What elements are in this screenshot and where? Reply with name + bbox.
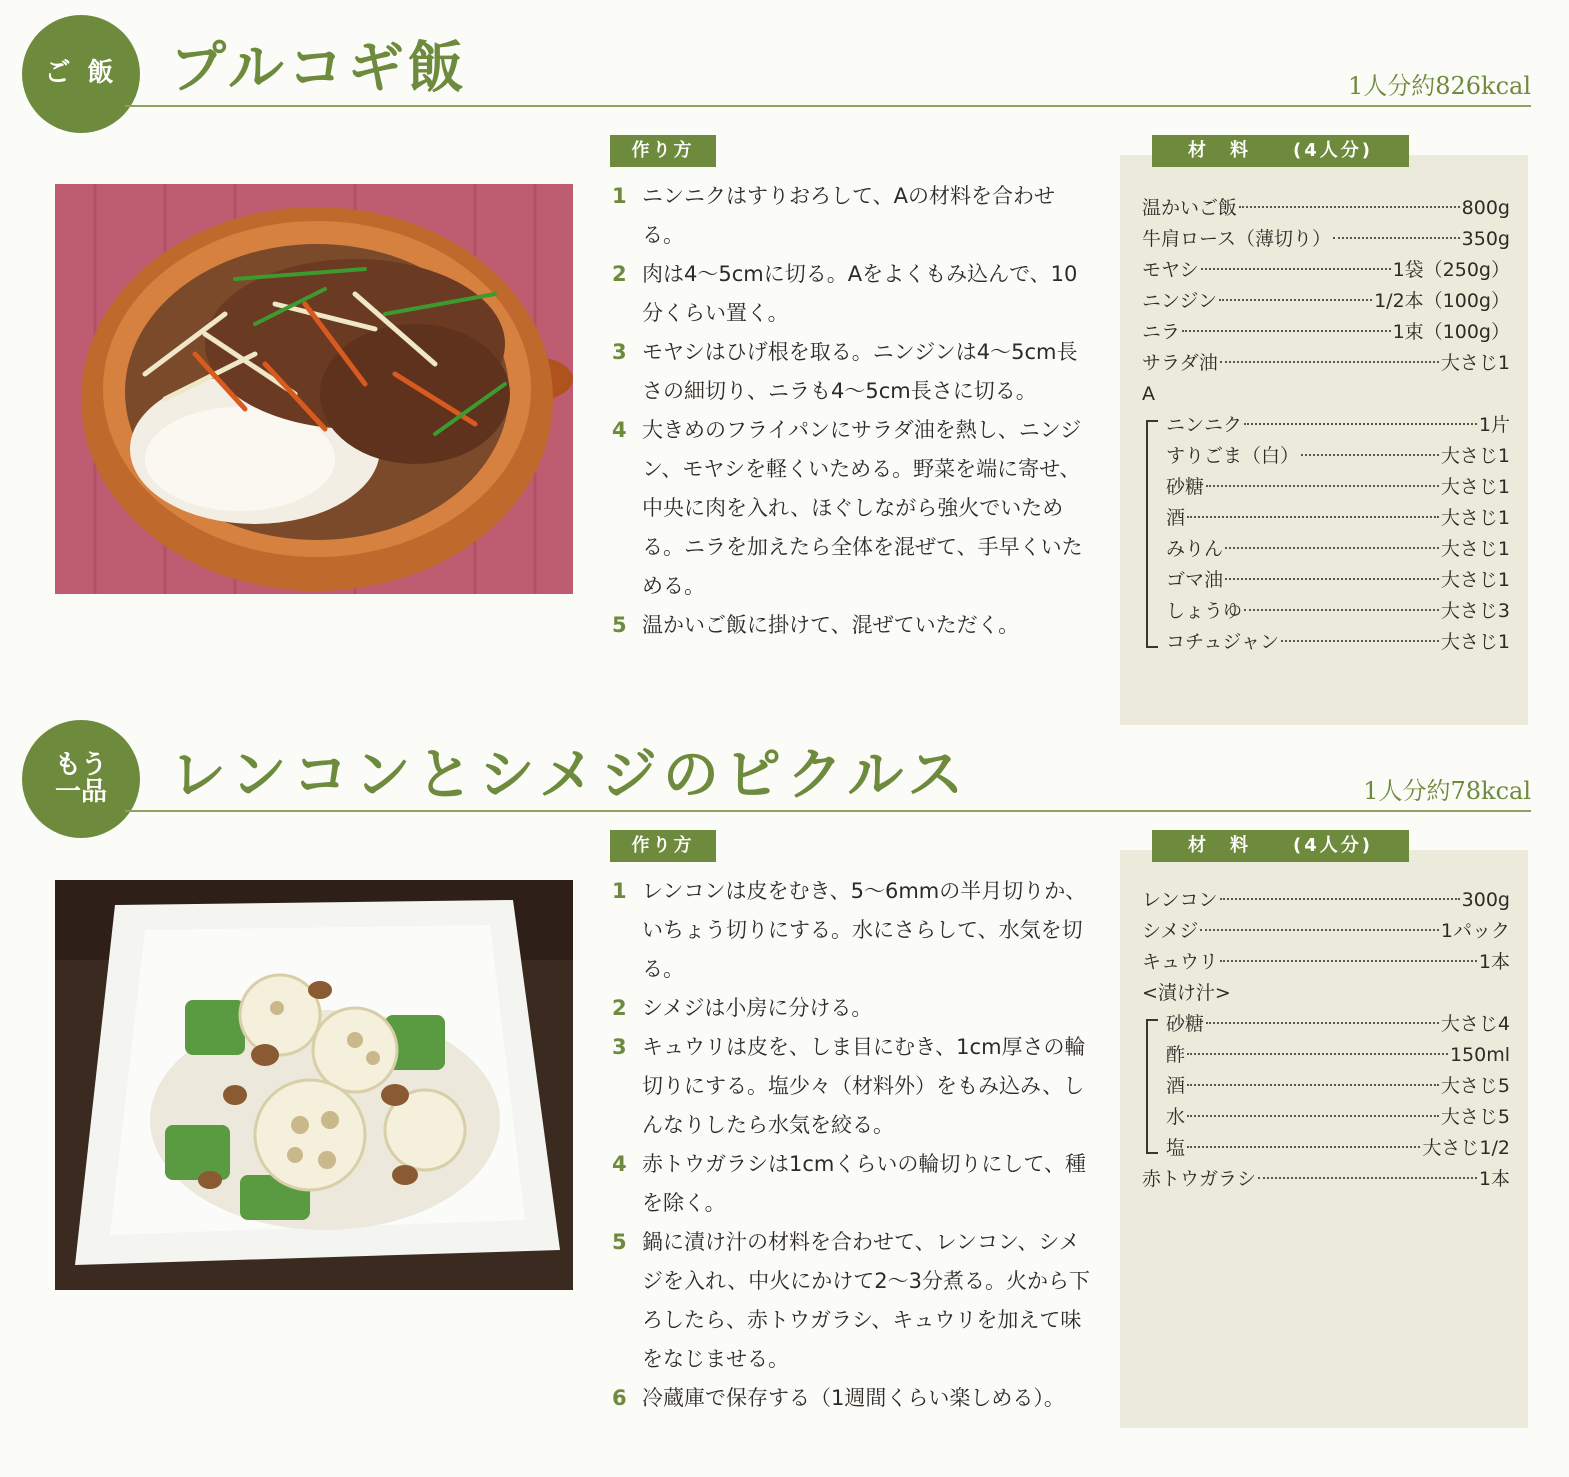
ingredient-row xyxy=(1166,1009,1510,1040)
ingredient-name: ニラ xyxy=(1142,321,1181,343)
ingredient-name: 砂糖 xyxy=(1166,476,1205,498)
leader-dots xyxy=(1220,361,1439,363)
ingredient-row xyxy=(1142,286,1510,317)
leader-dots xyxy=(1244,609,1439,611)
step-text: キュウリは皮を、しま目にむき、1cm厚さの輪切りにする。塩少々（材料外）をもみ込み、しんなりしたら水気を絞る。 xyxy=(642,1035,1086,1137)
step-number: 1 xyxy=(612,879,627,903)
leader-dots xyxy=(1333,237,1460,239)
ingredient-amount: 大さじ1/2 xyxy=(1422,1137,1510,1159)
step-item xyxy=(612,411,1092,606)
ingredient-row xyxy=(1166,534,1510,565)
step-item xyxy=(612,872,1092,989)
method-steps xyxy=(612,177,1092,645)
step-text: 温かいご飯に掛けて、混ぜていただく。 xyxy=(642,613,1020,637)
step-text: 大きめのフライパンにサラダ油を熱し、ニンジン、モヤシを軽くいためる。野菜を端に寄せ、中央に肉を入れ、ほぐしながら強火でいためる。ニラを加えたら全体を混ぜて、手早くいためる。 xyxy=(642,418,1083,598)
step-item xyxy=(612,333,1092,411)
category-badge xyxy=(22,15,140,133)
leader-dots xyxy=(1187,1053,1448,1055)
ingredients-list xyxy=(1142,193,1510,658)
ingredient-row xyxy=(1166,1071,1510,1102)
ingredient-amount: 大さじ1 xyxy=(1440,631,1510,653)
leader-dots xyxy=(1219,299,1372,301)
ingredient-row xyxy=(1166,627,1510,658)
ingredient-name: みりん xyxy=(1166,538,1224,560)
ingredient-row xyxy=(1166,503,1510,534)
leader-dots xyxy=(1239,206,1460,208)
step-number: 3 xyxy=(612,1035,627,1059)
step-number: 5 xyxy=(612,1230,627,1254)
step-number: 4 xyxy=(612,1152,627,1176)
leader-dots xyxy=(1225,578,1439,580)
ingredient-row xyxy=(1166,1102,1510,1133)
ingredient-amount: 大さじ1 xyxy=(1440,538,1510,560)
step-number: 3 xyxy=(612,340,627,364)
ingredient-name: サラダ油 xyxy=(1142,352,1218,374)
ingredient-name: シメジ xyxy=(1142,920,1199,942)
ingredient-name: すりごま（白） xyxy=(1166,445,1300,467)
method-label: 作り方 xyxy=(610,135,716,167)
leader-dots xyxy=(1187,1084,1439,1086)
leader-dots xyxy=(1187,516,1439,518)
ingredient-name: 水 xyxy=(1166,1106,1186,1128)
ingredient-name: 酒 xyxy=(1166,507,1186,529)
category-badge xyxy=(22,720,140,838)
step-number: 2 xyxy=(612,996,627,1020)
ingredient-row xyxy=(1166,441,1510,472)
step-text: レンコンは皮をむき、5〜6mmの半月切りか、いちょう切りにする。水にさらして、水気を切る。 xyxy=(642,879,1087,981)
step-text: ニンニクはすりおろして、Aの材料を合わせる。 xyxy=(642,184,1055,247)
method-steps xyxy=(612,872,1092,1418)
title-rule xyxy=(125,810,1531,812)
ingredient-amount: 大さじ1 xyxy=(1440,569,1510,591)
step-item xyxy=(612,1145,1092,1223)
step-text: 赤トウガラシは1cmくらいの輪切りにして、種を除く。 xyxy=(642,1152,1086,1215)
ingredient-row xyxy=(1142,224,1510,255)
ingredient-name: 酒 xyxy=(1166,1075,1186,1097)
step-text: シメジは小房に分ける。 xyxy=(642,996,873,1020)
step-item xyxy=(612,1379,1092,1418)
ingredient-row xyxy=(1166,472,1510,503)
leader-dots xyxy=(1187,1146,1420,1148)
title-rule xyxy=(125,105,1531,107)
ingredient-amount: 大さじ5 xyxy=(1440,1075,1510,1097)
category-badge-label: 一品 xyxy=(54,777,107,807)
step-item xyxy=(612,1028,1092,1145)
step-text: 冷蔵庫で保存する（1週間くらい楽しめる）。 xyxy=(642,1386,1065,1410)
leader-dots xyxy=(1281,640,1439,642)
ingredient-amount: 大さじ3 xyxy=(1440,600,1510,622)
ingredient-name: 温かいご飯 xyxy=(1142,197,1238,219)
ingredient-row xyxy=(1142,947,1510,978)
recipe-lotus-pickles xyxy=(0,705,1569,1477)
category-badge-label: ご 飯 xyxy=(44,58,118,89)
leader-dots xyxy=(1206,1022,1439,1024)
step-number: 5 xyxy=(612,613,627,637)
ingredient-name: 赤トウガラシ xyxy=(1142,1168,1257,1190)
ingredient-name: 砂糖 xyxy=(1166,1013,1205,1035)
leader-dots xyxy=(1200,929,1438,931)
ingredients-label: 材 料 (4人分) xyxy=(1152,135,1409,167)
calorie-label: 1人分約78kcal xyxy=(1363,777,1531,805)
category-badge-label: もう xyxy=(54,749,107,780)
ingredient-amount: 1本 xyxy=(1478,951,1510,973)
ingredient-amount: 1本 xyxy=(1478,1168,1510,1190)
ingredient-name: ニンニク xyxy=(1166,414,1243,436)
step-text: 肉は4〜5cmに切る。Aをよくもみ込んで、10分くらい置く。 xyxy=(642,262,1078,325)
step-item xyxy=(612,255,1092,333)
ingredient-name: 塩 xyxy=(1166,1137,1186,1159)
recipe-title: プルコギ飯 xyxy=(170,35,468,101)
ingredient-amount: 300g xyxy=(1461,889,1510,911)
ingredient-group-heading xyxy=(1142,978,1510,1009)
ingredient-name: しょうゆ xyxy=(1166,600,1243,622)
leader-dots xyxy=(1220,960,1477,962)
leader-dots xyxy=(1301,454,1439,456)
ingredient-amount: 150ml xyxy=(1449,1044,1510,1066)
ingredient-group xyxy=(1142,1009,1510,1164)
recipe-title: レンコンとシメジのピクルス xyxy=(170,742,970,808)
ingredient-row xyxy=(1166,410,1510,441)
ingredients-list xyxy=(1142,885,1510,1195)
ingredient-row xyxy=(1142,193,1510,224)
recipe-bulgogi xyxy=(0,0,1569,720)
ingredient-amount: 大さじ1 xyxy=(1440,445,1510,467)
ingredient-row xyxy=(1142,916,1510,947)
leader-dots xyxy=(1225,547,1439,549)
ingredient-group-heading xyxy=(1142,379,1510,410)
ingredient-name: <漬け汁> xyxy=(1142,982,1231,1004)
ingredient-name: 酢 xyxy=(1166,1044,1186,1066)
step-number: 6 xyxy=(612,1386,627,1410)
ingredient-row xyxy=(1142,885,1510,916)
ingredient-amount: 1パック xyxy=(1440,920,1510,942)
step-item xyxy=(612,606,1092,645)
calorie-label: 1人分約826kcal xyxy=(1347,72,1531,100)
ingredient-amount: 大さじ1 xyxy=(1440,352,1510,374)
ingredient-row xyxy=(1142,1164,1510,1195)
ingredient-row xyxy=(1166,1133,1510,1164)
ingredient-amount: 800g xyxy=(1461,197,1510,219)
step-text: モヤシはひげ根を取る。ニンジンは4〜5cm長さの細切り、ニラも4〜5cm長さに切る。 xyxy=(642,340,1078,403)
ingredient-row xyxy=(1166,596,1510,627)
leader-dots xyxy=(1220,898,1460,900)
ingredient-amount: 1/2本（100g） xyxy=(1374,290,1510,312)
ingredient-name: ゴマ油 xyxy=(1166,569,1224,591)
ingredient-amount: 350g xyxy=(1461,228,1510,250)
ingredient-row xyxy=(1166,1040,1510,1071)
step-item xyxy=(612,1223,1092,1379)
step-item xyxy=(612,177,1092,255)
step-item xyxy=(612,989,1092,1028)
leader-dots xyxy=(1244,423,1477,425)
method-label: 作り方 xyxy=(610,830,716,862)
ingredient-amount: 1片 xyxy=(1478,414,1510,436)
leader-dots xyxy=(1187,1115,1439,1117)
ingredient-name: 牛肩ロース（薄切り） xyxy=(1142,228,1332,250)
ingredient-amount: 1束（100g） xyxy=(1392,321,1510,343)
ingredient-name: モヤシ xyxy=(1142,259,1199,281)
ingredient-row xyxy=(1142,317,1510,348)
ingredient-row xyxy=(1142,348,1510,379)
step-number: 4 xyxy=(612,418,627,442)
ingredient-amount: 大さじ1 xyxy=(1440,507,1510,529)
ingredient-name: ニンジン xyxy=(1142,290,1218,312)
pickles-photo xyxy=(55,880,573,1290)
ingredient-name: キュウリ xyxy=(1142,951,1219,973)
bulgogi-photo xyxy=(55,184,573,594)
ingredient-row xyxy=(1166,565,1510,596)
ingredient-group xyxy=(1142,410,1510,658)
step-number: 1 xyxy=(612,184,627,208)
leader-dots xyxy=(1201,268,1391,270)
ingredient-amount: 1袋（250g） xyxy=(1392,259,1510,281)
ingredient-amount: 大さじ4 xyxy=(1440,1013,1510,1035)
ingredient-row xyxy=(1142,255,1510,286)
step-number: 2 xyxy=(612,262,627,286)
ingredient-name: コチュジャン xyxy=(1166,631,1280,653)
ingredient-amount: 大さじ1 xyxy=(1440,476,1510,498)
ingredients-label: 材 料 (4人分) xyxy=(1152,830,1409,862)
leader-dots xyxy=(1182,330,1391,332)
leader-dots xyxy=(1206,485,1439,487)
ingredient-amount: 大さじ5 xyxy=(1440,1106,1510,1128)
step-text: 鍋に漬け汁の材料を合わせて、レンコン、シメジを入れ、中火にかけて2〜3分煮る。火から下ろしたら、赤トウガラシ、キュウリを加えて味をなじませる。 xyxy=(642,1230,1090,1371)
leader-dots xyxy=(1258,1177,1477,1179)
ingredient-name: レンコン xyxy=(1142,889,1218,911)
ingredient-name: A xyxy=(1142,383,1155,405)
